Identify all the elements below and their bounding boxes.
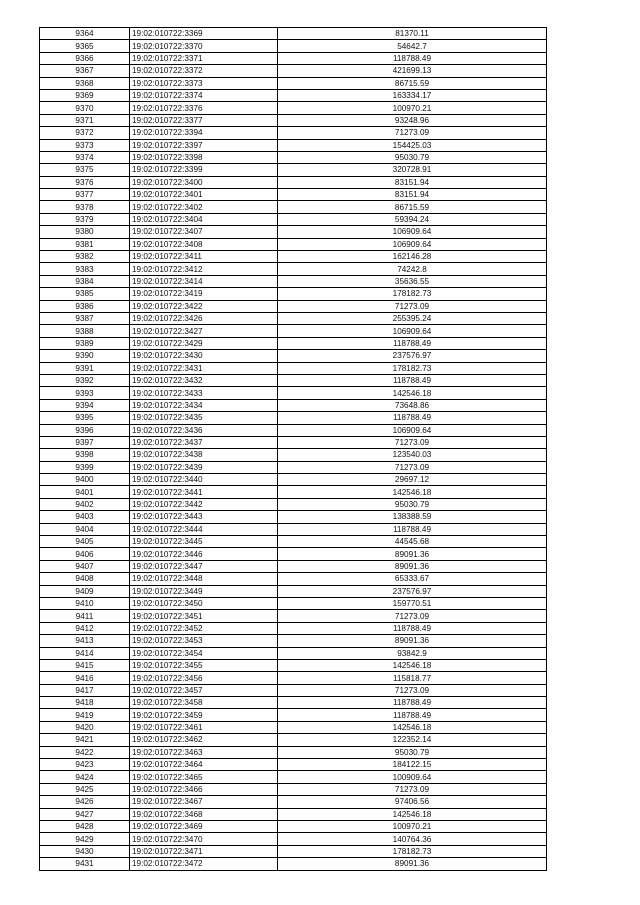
cadastral-number-cell: 19:02:010722:3438 [130,449,278,461]
row-number-cell: 9390 [40,350,130,362]
row-number-cell: 9382 [40,251,130,263]
row-number-cell: 9368 [40,77,130,89]
cadastral-number-cell: 19:02:010722:3454 [130,647,278,659]
row-number-cell: 9417 [40,684,130,696]
table-row [40,337,547,349]
row-number-cell: 9386 [40,300,130,312]
cadastral-number-cell: 19:02:010722:3437 [130,436,278,448]
cadastral-number-cell: 19:02:010722:3439 [130,461,278,473]
cadastral-number-cell: 19:02:010722:3465 [130,771,278,783]
value-cell: 95030.79 [278,151,547,163]
row-number-cell: 9405 [40,536,130,548]
row-number-cell: 9413 [40,635,130,647]
table-row [40,436,547,448]
value-cell: 106909.64 [278,424,547,436]
cadastral-number-cell: 19:02:010722:3372 [130,65,278,77]
row-number-cell: 9408 [40,573,130,585]
value-cell: 255395.24 [278,312,547,324]
value-cell: 71273.09 [278,127,547,139]
row-number-cell: 9378 [40,201,130,213]
cadastral-number-cell: 19:02:010722:3412 [130,263,278,275]
value-cell: 142546.18 [278,721,547,733]
row-number-cell: 9373 [40,139,130,151]
table-row [40,672,547,684]
cadastral-number-cell: 19:02:010722:3431 [130,362,278,374]
value-cell: 421699.13 [278,65,547,77]
value-cell: 140764.36 [278,833,547,845]
table-row [40,263,547,275]
table-row [40,77,547,89]
cadastral-number-cell: 19:02:010722:3464 [130,759,278,771]
value-cell: 138388.59 [278,511,547,523]
table-row [40,474,547,486]
value-cell: 118788.49 [278,337,547,349]
row-number-cell: 9397 [40,436,130,448]
table-row [40,808,547,820]
cadastral-number-cell: 19:02:010722:3472 [130,858,278,870]
row-number-cell: 9421 [40,734,130,746]
value-cell: 73648.86 [278,399,547,411]
cadastral-number-cell: 19:02:010722:3459 [130,709,278,721]
cadastral-number-cell: 19:02:010722:3432 [130,374,278,386]
cadastral-number-cell: 19:02:010722:3471 [130,845,278,857]
row-number-cell: 9418 [40,697,130,709]
row-number-cell: 9374 [40,151,130,163]
table-row [40,845,547,857]
row-number-cell: 9376 [40,176,130,188]
table-row [40,833,547,845]
row-number-cell: 9380 [40,226,130,238]
cadastral-number-cell: 19:02:010722:3402 [130,201,278,213]
table-row [40,288,547,300]
value-cell: 65333.67 [278,573,547,585]
table-row [40,783,547,795]
row-number-cell: 9430 [40,845,130,857]
table-row [40,796,547,808]
cadastral-number-cell: 19:02:010722:3408 [130,238,278,250]
cadastral-number-cell: 19:02:010722:3441 [130,486,278,498]
table-row [40,89,547,101]
value-cell: 71273.09 [278,684,547,696]
value-cell: 71273.09 [278,610,547,622]
value-cell: 95030.79 [278,498,547,510]
row-number-cell: 9407 [40,560,130,572]
row-number-cell: 9414 [40,647,130,659]
table-row [40,697,547,709]
table-row [40,65,547,77]
cadastral-number-cell: 19:02:010722:3427 [130,325,278,337]
cadastral-number-cell: 19:02:010722:3440 [130,474,278,486]
table-row [40,374,547,386]
table-row [40,647,547,659]
value-cell: 178182.73 [278,362,547,374]
row-number-cell: 9375 [40,164,130,176]
table-row [40,746,547,758]
value-cell: 118788.49 [278,697,547,709]
row-number-cell: 9400 [40,474,130,486]
value-cell: 71273.09 [278,461,547,473]
value-cell: 106909.64 [278,238,547,250]
row-number-cell: 9401 [40,486,130,498]
row-number-cell: 9391 [40,362,130,374]
cadastral-number-cell: 19:02:010722:3457 [130,684,278,696]
value-cell: 106909.64 [278,226,547,238]
value-cell: 142546.18 [278,387,547,399]
cadastral-number-cell: 19:02:010722:3434 [130,399,278,411]
cadastral-number-cell: 19:02:010722:3422 [130,300,278,312]
table-row [40,28,547,40]
row-number-cell: 9388 [40,325,130,337]
value-cell: 93248.96 [278,114,547,126]
row-number-cell: 9425 [40,783,130,795]
table-row [40,399,547,411]
row-number-cell: 9431 [40,858,130,870]
value-cell: 71273.09 [278,436,547,448]
cadastral-number-cell: 19:02:010722:3451 [130,610,278,622]
cadastral-number-cell: 19:02:010722:3467 [130,796,278,808]
row-number-cell: 9423 [40,759,130,771]
table-row [40,622,547,634]
value-cell: 100909.64 [278,771,547,783]
row-number-cell: 9395 [40,412,130,424]
value-cell: 29697.12 [278,474,547,486]
row-number-cell: 9409 [40,585,130,597]
row-number-cell: 9370 [40,102,130,114]
value-cell: 178182.73 [278,288,547,300]
cadastral-number-cell: 19:02:010722:3399 [130,164,278,176]
table-row [40,275,547,287]
value-cell: 100970.21 [278,102,547,114]
cadastral-number-cell: 19:02:010722:3398 [130,151,278,163]
cadastral-number-cell: 19:02:010722:3442 [130,498,278,510]
value-cell: 115818.77 [278,672,547,684]
value-cell: 118788.49 [278,412,547,424]
row-number-cell: 9429 [40,833,130,845]
row-number-cell: 9427 [40,808,130,820]
row-number-cell: 9392 [40,374,130,386]
row-number-cell: 9402 [40,498,130,510]
cadastral-number-cell: 19:02:010722:3373 [130,77,278,89]
value-cell: 74242.8 [278,263,547,275]
cadastral-number-cell: 19:02:010722:3458 [130,697,278,709]
cadastral-number-cell: 19:02:010722:3463 [130,746,278,758]
value-cell: 118788.49 [278,709,547,721]
value-cell: 118788.49 [278,523,547,535]
table-row [40,821,547,833]
table-row [40,151,547,163]
row-number-cell: 9365 [40,40,130,52]
table-row [40,325,547,337]
table-row [40,226,547,238]
value-cell: 118788.49 [278,374,547,386]
cadastral-number-cell: 19:02:010722:3450 [130,597,278,609]
cadastral-number-cell: 19:02:010722:3462 [130,734,278,746]
table-row [40,52,547,64]
table-row [40,350,547,362]
row-number-cell: 9428 [40,821,130,833]
row-number-cell: 9416 [40,672,130,684]
table-row [40,548,547,560]
row-number-cell: 9381 [40,238,130,250]
value-cell: 100970.21 [278,821,547,833]
cadastral-number-cell: 19:02:010722:3461 [130,721,278,733]
value-cell: 184122.15 [278,759,547,771]
row-number-cell: 9367 [40,65,130,77]
table-row [40,102,547,114]
value-cell: 71273.09 [278,300,547,312]
value-cell: 95030.79 [278,746,547,758]
value-cell: 106909.64 [278,325,547,337]
cadastral-number-cell: 19:02:010722:3407 [130,226,278,238]
table-row [40,610,547,622]
row-number-cell: 9396 [40,424,130,436]
row-number-cell: 9394 [40,399,130,411]
row-number-cell: 9398 [40,449,130,461]
row-number-cell: 9389 [40,337,130,349]
table-row [40,424,547,436]
cadastral-number-cell: 19:02:010722:3444 [130,523,278,535]
table-body [40,28,547,871]
table-row [40,139,547,151]
value-cell: 89091.36 [278,560,547,572]
value-cell: 59394.24 [278,213,547,225]
table-row [40,573,547,585]
table-row [40,40,547,52]
row-number-cell: 9410 [40,597,130,609]
row-number-cell: 9422 [40,746,130,758]
value-cell: 122352.14 [278,734,547,746]
cadastral-number-cell: 19:02:010722:3445 [130,536,278,548]
row-number-cell: 9424 [40,771,130,783]
value-cell: 159770.51 [278,597,547,609]
table-row [40,164,547,176]
cadastral-number-cell: 19:02:010722:3429 [130,337,278,349]
value-cell: 142546.18 [278,808,547,820]
table-row [40,312,547,324]
row-number-cell: 9369 [40,89,130,101]
table-row [40,127,547,139]
cadastral-number-cell: 19:02:010722:3448 [130,573,278,585]
data-table [39,27,547,871]
row-number-cell: 9420 [40,721,130,733]
value-cell: 123540.03 [278,449,547,461]
cadastral-number-cell: 19:02:010722:3446 [130,548,278,560]
value-cell: 86715.59 [278,77,547,89]
row-number-cell: 9404 [40,523,130,535]
cadastral-number-cell: 19:02:010722:3456 [130,672,278,684]
value-cell: 35636.55 [278,275,547,287]
cadastral-number-cell: 19:02:010722:3426 [130,312,278,324]
row-number-cell: 9406 [40,548,130,560]
table-row [40,858,547,870]
row-number-cell: 9399 [40,461,130,473]
row-number-cell: 9412 [40,622,130,634]
value-cell: 163334.17 [278,89,547,101]
row-number-cell: 9364 [40,28,130,40]
table-row [40,387,547,399]
row-number-cell: 9377 [40,189,130,201]
cadastral-number-cell: 19:02:010722:3443 [130,511,278,523]
value-cell: 89091.36 [278,548,547,560]
table-row [40,213,547,225]
table-row [40,201,547,213]
table-row [40,597,547,609]
table-row [40,635,547,647]
cadastral-number-cell: 19:02:010722:3370 [130,40,278,52]
value-cell: 86715.59 [278,201,547,213]
row-number-cell: 9384 [40,275,130,287]
table-row [40,114,547,126]
value-cell: 154425.03 [278,139,547,151]
value-cell: 237576.97 [278,585,547,597]
cadastral-number-cell: 19:02:010722:3401 [130,189,278,201]
value-cell: 142546.18 [278,486,547,498]
cadastral-number-cell: 19:02:010722:3433 [130,387,278,399]
cadastral-number-cell: 19:02:010722:3430 [130,350,278,362]
row-number-cell: 9387 [40,312,130,324]
value-cell: 97406.56 [278,796,547,808]
cadastral-number-cell: 19:02:010722:3371 [130,52,278,64]
cadastral-number-cell: 19:02:010722:3447 [130,560,278,572]
value-cell: 83151.94 [278,176,547,188]
value-cell: 142546.18 [278,659,547,671]
table-row [40,523,547,535]
table-row [40,486,547,498]
table-row [40,362,547,374]
value-cell: 83151.94 [278,189,547,201]
cadastral-number-cell: 19:02:010722:3470 [130,833,278,845]
value-cell: 162146.28 [278,251,547,263]
table-row [40,238,547,250]
cadastral-number-cell: 19:02:010722:3435 [130,412,278,424]
table-row [40,585,547,597]
row-number-cell: 9393 [40,387,130,399]
row-number-cell: 9426 [40,796,130,808]
cadastral-number-cell: 19:02:010722:3449 [130,585,278,597]
cadastral-number-cell: 19:02:010722:3404 [130,213,278,225]
row-number-cell: 9379 [40,213,130,225]
value-cell: 89091.36 [278,635,547,647]
value-cell: 81370.11 [278,28,547,40]
table-row [40,734,547,746]
table-row [40,684,547,696]
table-row [40,189,547,201]
row-number-cell: 9415 [40,659,130,671]
cadastral-number-cell: 19:02:010722:3455 [130,659,278,671]
cadastral-number-cell: 19:02:010722:3466 [130,783,278,795]
table-row [40,300,547,312]
row-number-cell: 9383 [40,263,130,275]
value-cell: 54642.7 [278,40,547,52]
value-cell: 93842.9 [278,647,547,659]
cadastral-number-cell: 19:02:010722:3414 [130,275,278,287]
value-cell: 320728.91 [278,164,547,176]
cadastral-number-cell: 19:02:010722:3469 [130,821,278,833]
value-cell: 118788.49 [278,52,547,64]
table-row [40,536,547,548]
cadastral-number-cell: 19:02:010722:3400 [130,176,278,188]
row-number-cell: 9411 [40,610,130,622]
table-row [40,461,547,473]
cadastral-number-cell: 19:02:010722:3411 [130,251,278,263]
cadastral-number-cell: 19:02:010722:3374 [130,89,278,101]
value-cell: 237576.97 [278,350,547,362]
cadastral-number-cell: 19:02:010722:3453 [130,635,278,647]
table-row [40,176,547,188]
cadastral-number-cell: 19:02:010722:3419 [130,288,278,300]
table-row [40,659,547,671]
table-row [40,449,547,461]
row-number-cell: 9371 [40,114,130,126]
table-row [40,709,547,721]
cadastral-number-cell: 19:02:010722:3394 [130,127,278,139]
value-cell: 118788.49 [278,622,547,634]
table-row [40,721,547,733]
table-row [40,771,547,783]
table-row [40,251,547,263]
value-cell: 89091.36 [278,858,547,870]
row-number-cell: 9372 [40,127,130,139]
table-row [40,412,547,424]
cadastral-number-cell: 19:02:010722:3397 [130,139,278,151]
table-row [40,560,547,572]
row-number-cell: 9366 [40,52,130,64]
cadastral-number-cell: 19:02:010722:3376 [130,102,278,114]
cadastral-number-cell: 19:02:010722:3369 [130,28,278,40]
value-cell: 71273.09 [278,783,547,795]
cadastral-number-cell: 19:02:010722:3468 [130,808,278,820]
value-cell: 44545.68 [278,536,547,548]
table-row [40,511,547,523]
row-number-cell: 9403 [40,511,130,523]
value-cell: 178182.73 [278,845,547,857]
row-number-cell: 9385 [40,288,130,300]
cadastral-number-cell: 19:02:010722:3452 [130,622,278,634]
table-row [40,759,547,771]
table-row [40,498,547,510]
cadastral-number-cell: 19:02:010722:3436 [130,424,278,436]
row-number-cell: 9419 [40,709,130,721]
cadastral-number-cell: 19:02:010722:3377 [130,114,278,126]
